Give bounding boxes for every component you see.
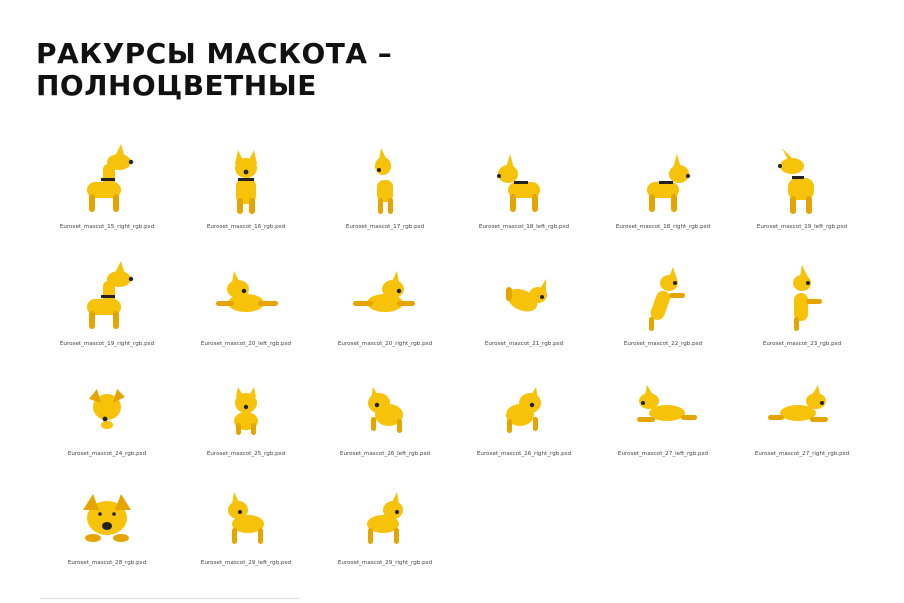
file-name: Euroset_mascot_20_right_rgb.psd (337, 341, 433, 347)
mascot-dog-icon (318, 480, 452, 556)
mascot-tile[interactable] (40, 257, 174, 367)
page-title (36, 38, 392, 102)
mascot-tile[interactable] (179, 257, 313, 367)
mascot-tile[interactable] (318, 257, 452, 367)
footer-divider (40, 598, 300, 599)
mascot-dog-icon (40, 261, 174, 337)
mascot-tile[interactable] (457, 257, 591, 367)
mascot-tile[interactable] (457, 367, 591, 477)
mascot-row-3 (40, 360, 870, 470)
mascot-dog-icon (40, 480, 174, 556)
mascot-row-4 (40, 470, 870, 580)
mascot-tile[interactable] (179, 476, 313, 586)
mascot-tile[interactable] (596, 140, 730, 250)
file-name: Euroset_mascot_27_right_rgb.psd (754, 451, 850, 457)
mascot-tile[interactable] (596, 367, 730, 477)
file-name: Euroset_mascot_16_rgb.psd (206, 224, 286, 230)
mascot-tile[interactable] (318, 140, 452, 250)
mascot-dog-icon (596, 144, 730, 220)
mascot-grid (40, 140, 870, 580)
mascot-row-1 (40, 140, 870, 250)
mascot-tile[interactable] (40, 476, 174, 586)
file-name: Euroset_mascot_22_rgb.psd (623, 341, 703, 347)
mascot-tile[interactable] (40, 367, 174, 477)
mascot-tile[interactable] (40, 140, 174, 250)
mascot-dog-icon (179, 371, 313, 447)
mascot-dog-icon (596, 261, 730, 337)
page-title-line-2: ПОЛНОЦВЕТНЫЕ (36, 69, 317, 102)
file-name: Euroset_mascot_24_rgb.psd (67, 451, 147, 457)
mascot-dog-icon (596, 371, 730, 447)
file-name: Euroset_mascot_18_right_rgb.psd (615, 224, 711, 230)
mascot-tile[interactable] (179, 367, 313, 477)
file-name: Euroset_mascot_27_left_rgb.psd (617, 451, 709, 457)
mascot-row-2 (40, 250, 870, 360)
mascot-tile[interactable] (318, 476, 452, 586)
mascot-dog-icon (179, 480, 313, 556)
mascot-dog-icon (40, 371, 174, 447)
file-name: Euroset_mascot_20_left_rgb.psd (200, 341, 292, 347)
file-name: Euroset_mascot_17_rgb.psd (345, 224, 425, 230)
file-name: Euroset_mascot_23_rgb.psd (762, 341, 842, 347)
mascot-dog-icon (735, 371, 869, 447)
mascot-tile[interactable] (735, 367, 869, 477)
mascot-tile[interactable] (179, 140, 313, 250)
mascot-dog-icon (179, 144, 313, 220)
mascot-tile[interactable] (457, 140, 591, 250)
file-name: Euroset_mascot_26_left_rgb.psd (339, 451, 431, 457)
file-name: Euroset_mascot_29_right_rgb.psd (337, 560, 433, 566)
mascot-tile[interactable] (596, 257, 730, 367)
file-name: Euroset_mascot_21_rgb.psd (484, 341, 564, 347)
mascot-dog-icon (457, 371, 591, 447)
file-name: Euroset_mascot_18_left_rgb.psd (478, 224, 570, 230)
mascot-dog-icon (318, 371, 452, 447)
file-name: Euroset_mascot_29_left_rgb.psd (200, 560, 292, 566)
file-name: Euroset_mascot_19_right_rgb.psd (59, 341, 155, 347)
page-title-line-1: РАКУРСЫ МАСКОТА – (36, 37, 393, 70)
file-name: Euroset_mascot_19_left_rgb.psd (756, 224, 848, 230)
mascot-dog-icon (40, 144, 174, 220)
mascot-dog-icon (735, 261, 869, 337)
mascot-dog-icon (318, 261, 452, 337)
mascot-dog-icon (457, 261, 591, 337)
file-name: Euroset_mascot_15_right_rgb.psd (59, 224, 155, 230)
mascot-dog-icon (735, 144, 869, 220)
mascot-tile[interactable] (735, 257, 869, 367)
mascot-dog-icon (318, 144, 452, 220)
mascot-tile[interactable] (735, 140, 869, 250)
mascot-dog-icon (457, 144, 591, 220)
mascot-tile[interactable] (318, 367, 452, 477)
file-name: Euroset_mascot_25_rgb.psd (206, 451, 286, 457)
file-name: Euroset_mascot_26_right_rgb.psd (476, 451, 572, 457)
file-name: Euroset_mascot_28_rgb.psd (67, 560, 147, 566)
mascot-dog-icon (179, 261, 313, 337)
